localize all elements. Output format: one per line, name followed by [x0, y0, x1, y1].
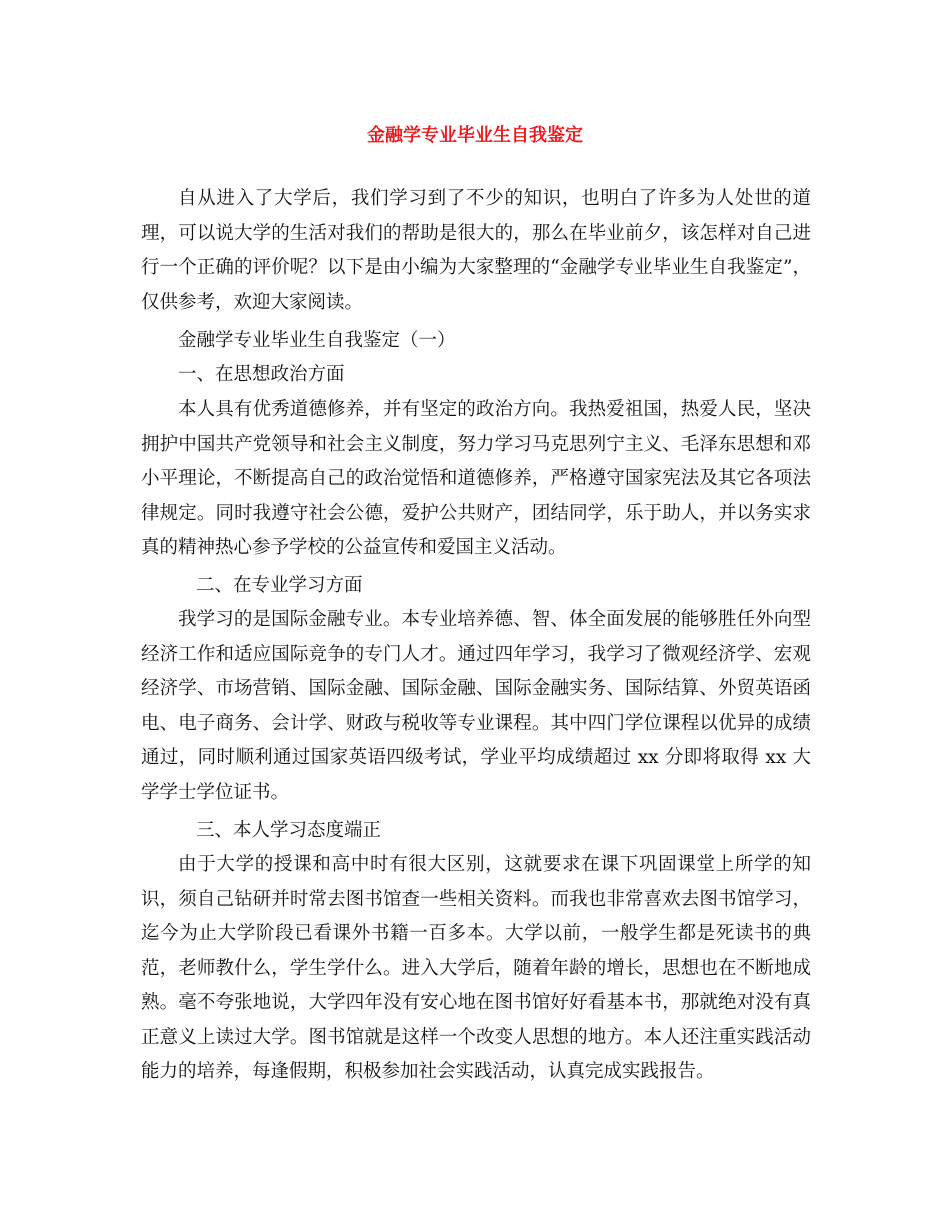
heading-political: 一、在思想政治方面	[178, 364, 345, 385]
paragraph-political: 本人具有优秀道德修养，并有坚定的政治方向。我热爱祖国，热爱人民，坚决拥护中国共产党领导和社会主义制度，努力学习马克思列宁主义、毛泽东思想和邓小平理论，不断提高自己的政治觉悟和道德修养，严格遵守国家宪法及其它各项法律规定。同时我遵守社会公德，爱护公共财产，团结同学，乐于助人，并以务实求真的精神热心参予学校的公益宣传和爱国主义活动。	[141, 399, 811, 558]
heading-study-attitude: 三、本人学习态度端正	[196, 820, 382, 841]
heading-major-study: 二、在专业学习方面	[196, 575, 363, 596]
paragraph-major-study: 我学习的是国际金融专业。本专业培养德、智、体全面发展的能够胜任外向型经济工作和适应国际竞争的专门人才。通过四年学习，我学习了微观经济学、宏观经济学、市场营销、国际金融、国际金融、国际金融实务、国际结算、外贸英语函电、电子商务、会计学、财政与税收等专业课程。其中四门学位课程以优异的成绩通过，同时顺利通过国家英语四级考试，学业平均成绩超过 xx 分即将取得 xx 大学学士学位证书。	[141, 609, 811, 803]
paragraph-study-attitude: 由于大学的授课和高中时有很大区别，这就要求在课下巩固课堂上所学的知识，须自己钻研并时常去图书馆查一些相关资料。而我也非常喜欢去图书馆学习，迄今为止大学阶段已看课外书籍一百多本。大学以前，一般学生都是死读书的典范，老师教什么，学生学什么。进入大学后，随着年龄的增长，思想也在不断地成熟。毫不夸张地说，大学四年没有安心地在图书馆好好看基本书，那就绝对没有真正意义上读过大学。图书馆就是这样一个改变人思想的地方。本人还注重实践活动能力的培养，每逢假期，积极参加社会实践活动，认真完成实践报告。	[141, 854, 811, 1082]
document-title: 金融学专业毕业生自我鉴定	[367, 125, 583, 146]
section-title: 金融学专业毕业生自我鉴定（一）	[178, 330, 456, 351]
intro-paragraph: 自从进入了大学后，我们学习到了不少的知识，也明白了许多为人处世的道理，可以说大学的生活对我们的帮助是很大的，那么在毕业前夕，该怎样对自己进行一个正确的评价呢？以下是由小编为大家整理的“金融学专业毕业生自我鉴定”，仅供参考，欢迎大家阅读。	[141, 188, 811, 313]
